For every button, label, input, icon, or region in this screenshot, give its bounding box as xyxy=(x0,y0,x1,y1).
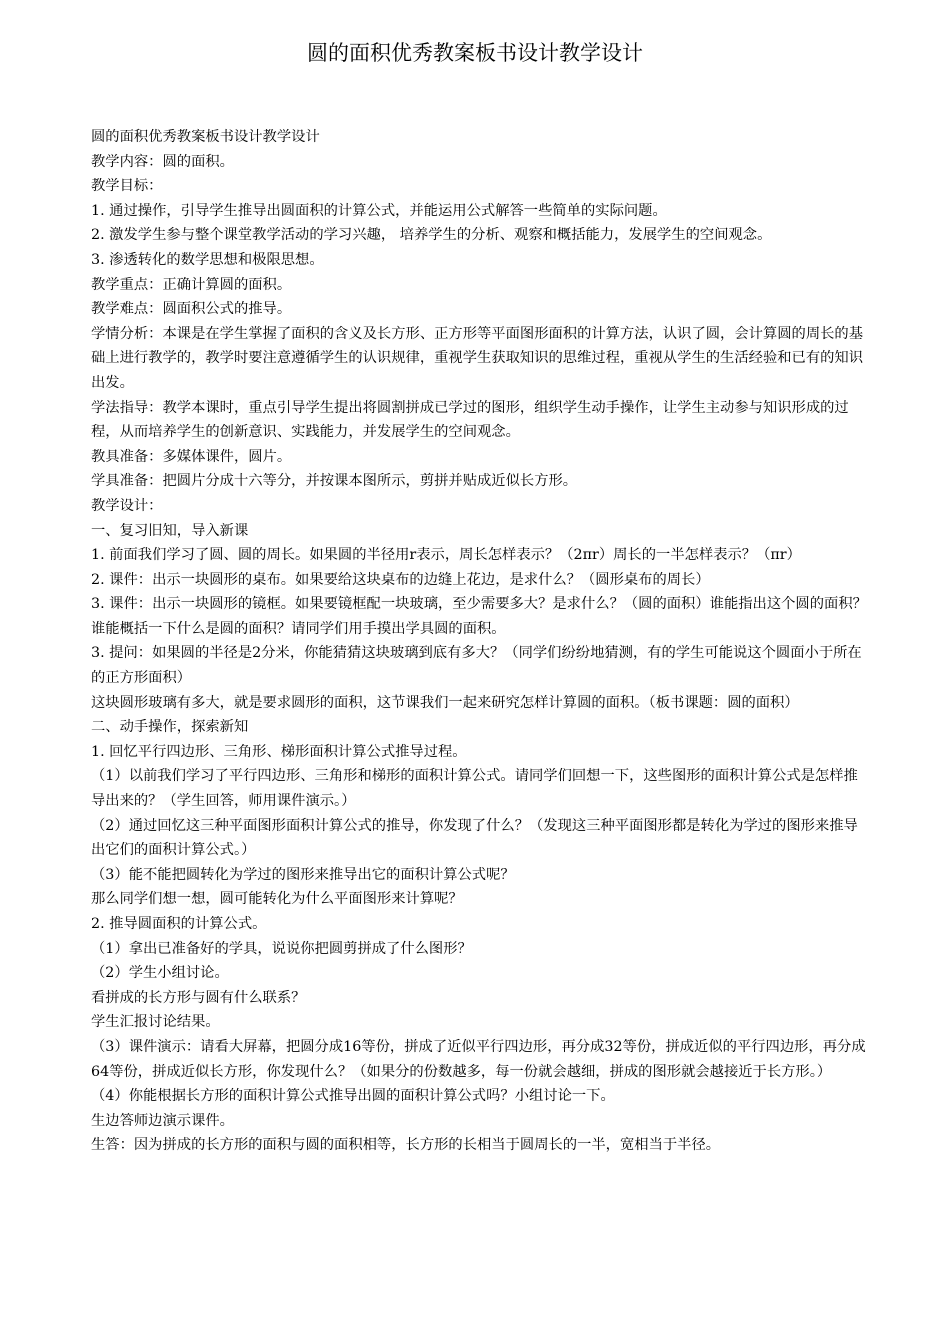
paragraph: 看拼成的长方形与圆有什么联系？ xyxy=(91,989,306,1006)
paragraph: （2）学生小组讨论。 xyxy=(91,965,229,982)
paragraph: 教学难点：圆面积公式的推导。 xyxy=(91,301,292,318)
paragraph: 学具准备：把圆片分成十六等分，并按课本图所示，剪拼并贴成近似长方形。 xyxy=(91,473,578,490)
document-body xyxy=(91,125,871,1158)
paragraph: （1）拿出已准备好的学具，说说你把圆剪拼成了什么图形？ xyxy=(91,940,472,957)
paragraph: 学法指导：教学本课时，重点引导学生提出将圆割拼成已学过的图形，组织学生动手操作，让学生主动参与知识形成的过程，从而培养学生的创新意识、实践能力，并发展学生的空间观念。 xyxy=(91,399,849,441)
paragraph: （3）课件演示：请看大屏幕，把圆分成16等份，拼成了近似平行四边形，再分成32等份，拼成近似的平行四边形，再分成64等份，拼成近似长方形，你发现什么？（如果分的份数越多，每一份就会越细，拼成的图形就会越接近于长方形。） xyxy=(91,1038,866,1080)
paragraph: 教学内容：圆的面积。 xyxy=(91,153,234,170)
paragraph: 3. 提问：如果圆的半径是2分米，你能猜猜这块玻璃到底有多大？（同学们纷纷地猜测，有的学生可能说这个圆面小于所在的正方形面积） xyxy=(91,645,862,687)
paragraph: 教学设计： xyxy=(91,497,163,514)
paragraph: （1）以前我们学习了平行四边形、三角形和梯形的面积计算公式。请同学们回想一下，这些图形的面积计算公式是怎样推导出来的？（学生回答，师用课件演示。） xyxy=(91,768,858,810)
paragraph: 学生汇报讨论结果。 xyxy=(91,1014,220,1031)
paragraph: 这块圆形玻璃有多大，就是要求圆形的面积，这节课我们一起来研究怎样计算圆的面积。（板书课题：圆的面积） xyxy=(91,694,799,711)
paragraph: 生边答师边演示课件。 xyxy=(91,1112,234,1129)
paragraph: （4）你能根据长方形的面积计算公式推导出圆的面积计算公式吗？小组讨论一下。 xyxy=(91,1088,615,1105)
paragraph: 1. 回忆平行四边形、三角形、梯形面积计算公式推导过程。 xyxy=(91,743,467,760)
paragraph: 3. 渗透转化的数学思想和极限思想。 xyxy=(91,251,324,268)
paragraph: 生答：因为拼成的长方形的面积与圆的面积相等，长方形的长相当于圆周长的一半，宽相当于半径。 xyxy=(91,1137,721,1154)
paragraph: 3. 课件：出示一块圆形的镜框。如果要镜框配一块玻璃，至少需要多大？是求什么？（圆的面积）谁能指出这个圆的面积？谁能概括一下什么是圆的面积？请同学们用手摸出学具圆的面积。 xyxy=(91,596,867,637)
paragraph: 2. 推导圆面积的计算公式。 xyxy=(91,916,267,932)
paragraph: 二、动手操作，探索新知 xyxy=(91,719,249,736)
paragraph: 圆的面积优秀教案板书设计教学设计 xyxy=(91,129,320,145)
paragraph: 那么同学们想一想，圆可能转化为什么平面图形来计算呢？ xyxy=(91,891,463,908)
paragraph: 2. 课件：出示一块圆形的桌布。如果要给这块桌布的边缝上花边，是求什么？（圆形桌布的周长） xyxy=(91,571,710,588)
paragraph: 1. 通过操作，引导学生推导出圆面积的计算公式，并能运用公式解答一些简单的实际问题。 xyxy=(91,202,667,219)
paragraph: 教具准备：多媒体课件，圆片。 xyxy=(91,448,292,465)
paragraph: 2. 激发学生参与整个课堂教学活动的学习兴趣， 培养学生的分析、观察和概括能力，发展学生的空间观念。 xyxy=(91,227,772,244)
paragraph: 教学重点：正确计算圆的面积。 xyxy=(91,276,292,293)
paragraph: 教学目标： xyxy=(91,178,163,195)
paragraph: 学情分析：本课是在学生掌握了面积的含义及长方形、正方形等平面图形面积的计算方法，认识了圆，会计算圆的周长的基础上进行教学的，教学时要注意遵循学生的认识规律，重视学生获取知识的思维过程，重视从学生的生活经验和已有的知识出发。 xyxy=(91,325,864,391)
paragraph: （3）能不能把圆转化为学过的图形来推导出它的面积计算公式呢？ xyxy=(91,866,515,883)
paragraph: 一、复习旧知，导入新课 xyxy=(91,522,249,539)
paragraph: （2）通过回忆这三种平面图形面积计算公式的推导，你发现了什么？（发现这三种平面图形都是转化为学过的图形来推导出它们的面积计算公式。） xyxy=(91,817,858,859)
paragraph: 1. 前面我们学习了圆、圆的周长。如果圆的半径用r表示，周长怎样表示？（2πr）周长的一半怎样表示？（πr） xyxy=(91,547,801,564)
page-title: 圆的面积优秀教案板书设计教学设计 xyxy=(307,41,643,65)
